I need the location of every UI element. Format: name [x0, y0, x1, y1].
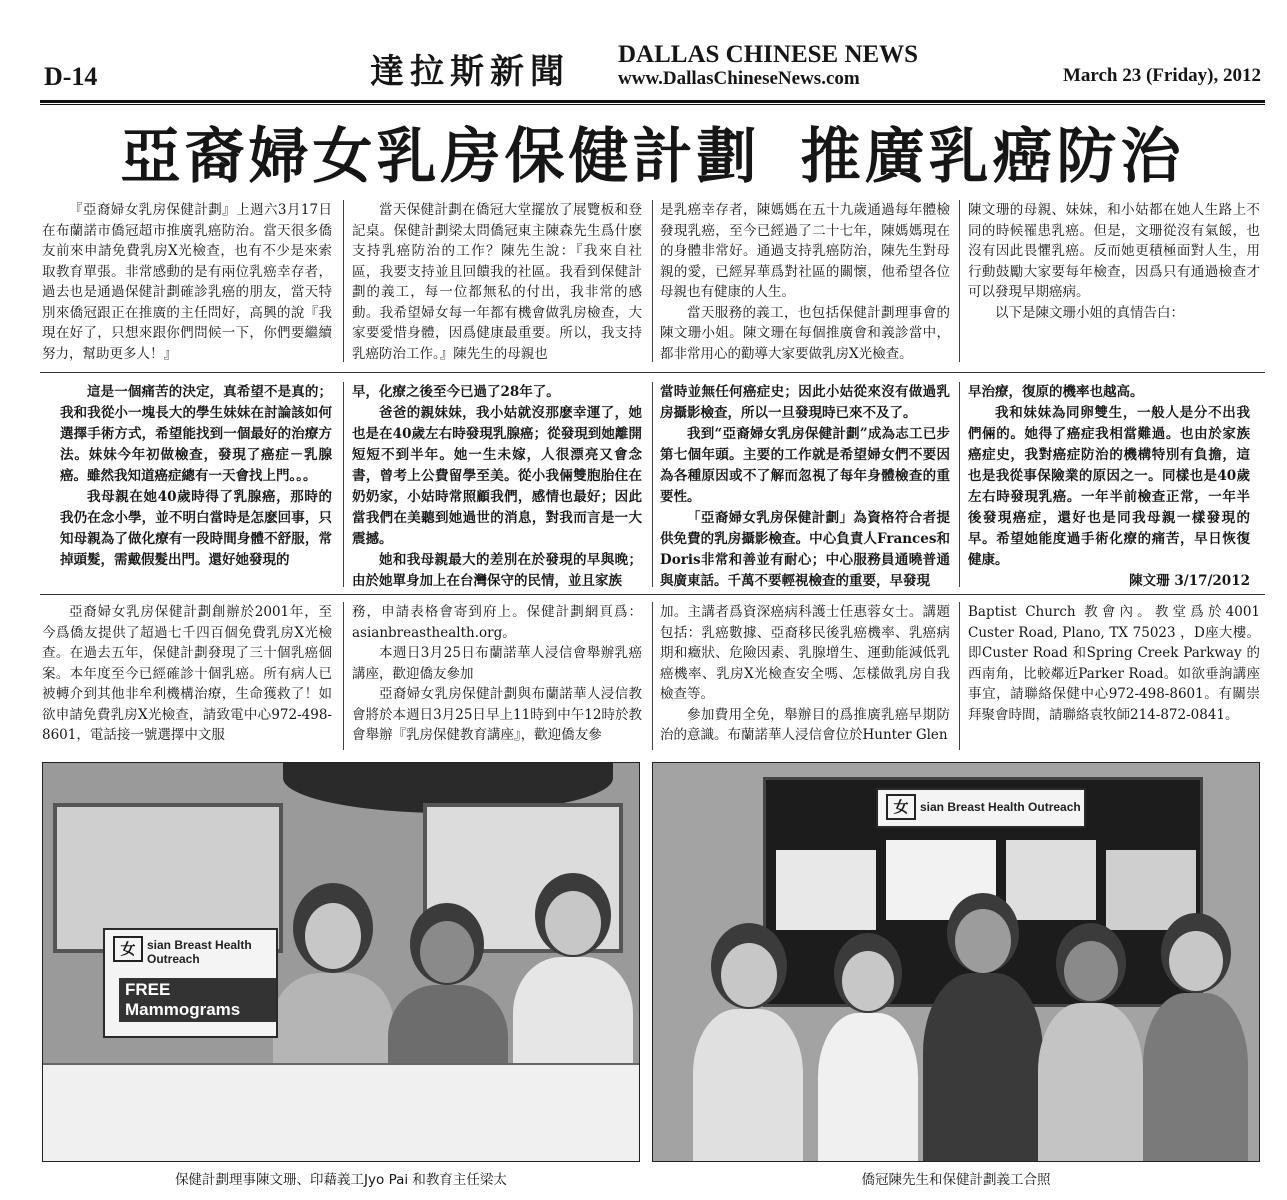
column-divider	[959, 602, 960, 750]
column-divider	[343, 200, 344, 362]
article-paragraph: 陳文珊的母親、妹妹，和小姑都在她人生路上不同的時候罹患乳癌。但是，文珊從沒有氣餒，也沒有因此畏懼乳癌。反而她更積極面對人生，用行動鼓勵大家要每年檢查，因爲只有通過檢查才可以發現早期癌病。	[968, 202, 1260, 300]
outreach-banner	[876, 788, 1086, 828]
article-bottom-col-3	[660, 602, 950, 752]
column-divider	[959, 382, 960, 587]
letter-paragraph: 早治療，復原的機率也越高。	[968, 384, 1144, 400]
article-top-col-1	[42, 200, 332, 365]
article-paragraph: 是乳癌幸存者，陳媽媽在五十九歲通過每年體檢發現乳癌，至今已經過了二十七年，陳媽媽現在的身體非常好。通過支持乳癌防治，陳先生對母親的愛，已經昇華爲對社區的關懷，他希望各位母親也有健康的人生。	[660, 202, 950, 300]
outreach-logo-icon: 女	[113, 936, 143, 962]
poster-panel	[776, 850, 876, 930]
photo-left-caption: 保健計劃理事陳文珊、印藉義工Jyo Pai 和教育主任梁太	[175, 1172, 507, 1188]
article-subheading: 本週日3月25日布蘭諾華人浸信會舉辦乳癌講座，歡迎僑友參加	[352, 645, 642, 682]
masthead-rule	[40, 100, 1265, 105]
letter-paragraph: 我到“亞裔婦女乳房保健計劃”成為志工已步第七個年頭。主要的工作就是希望婦女們不要因為各種原因或不了解而忽視了每年身體檢查的重要性。	[660, 426, 950, 505]
letter-col-4	[968, 382, 1250, 590]
letter-paragraph: 這是一個痛苦的決定，真希望不是真的；我和我從小一塊長大的學生妹妹在討論該如何選擇手術方式，希望能找到一個最好的治療方法。妹妹今年初做檢查，發現了癌症－乳腺癌。雖然我知道癌症總有一天會找上門。。。	[60, 384, 332, 484]
masthead	[40, 40, 1265, 102]
letter-top-rule	[40, 372, 1265, 373]
banner-org-name: sian Breast Health Outreach	[920, 800, 1081, 814]
letter-paragraph: 爸爸的親妹妹，我小姑就沒那麽幸運了，她也是在40歲左右時發現乳腺癌；從發現到她離開短短不到半年。她一生未嫁，人很漂亮又會念書，曾考上公費留學至美。從小我倆雙胞胎住在奶奶家，小姑時常照顧我們，感情也最好；因此當我們在美聽到她過世的消息，對我而言是一大震撼。	[352, 405, 642, 547]
person-figure	[818, 933, 918, 1162]
photo-right-caption: 僑冠陳先生和保健計劃義工合照	[861, 1172, 1051, 1188]
headline	[40, 112, 1265, 192]
letter-paragraph: 當時並無任何癌症史；因此小姑從來沒有做過乳房攝影檢查，所以一旦發現時已來不及了。	[660, 384, 950, 421]
person-figure	[693, 923, 803, 1162]
paper-name-chinese: 達拉斯新聞	[370, 52, 570, 92]
article-paragraph: Baptist Church 教會內。教堂爲於4001 Custer Road, Plano, TX 75023 ，D座大樓。即Custer Road 和Spring Creek Parkway 的西南角，比較鄰近Parker Road。如欲垂詢講座事宜，請聯絡保健中心972-498-8601。有關崇拜聚會時間，請聯絡袁牧師214-872-0841。	[968, 604, 1260, 723]
letter-bottom-rule	[40, 594, 1265, 595]
column-divider	[343, 602, 344, 750]
column-divider	[652, 382, 653, 587]
photo-right	[652, 762, 1260, 1162]
sign-free-mammograms: FREE Mammograms	[119, 978, 276, 1022]
column-divider	[652, 200, 653, 362]
article-paragraph: 加。主講者爲資深癌病科護士任惠蓉女士。講題包括：乳癌數據、亞裔移民後乳癌機率、乳癌病期和癥狀、危險因素、乳腺增生、運動能減低乳癌機率、乳房X光檢查安全嗎、怎樣做乳房自我檢查等。	[660, 604, 950, 702]
person-figure	[273, 883, 393, 1083]
article-paragraph: 以下是陳文珊小姐的真情告白：	[995, 304, 1184, 321]
article-top-col-2	[352, 200, 642, 365]
page-number: D-14	[44, 62, 98, 91]
letter-paragraph: 我和妹妹為同卵雙生，一般人是分不出我們倆的。她得了癌症我相當難過。也由於家族癌症史，我對癌症防治的機構特別有負擔，這也是我從事保險業的原因之一。同樣也是40歲左右時發現乳癌。一年半前檢查正常，一年半後發現癌症，還好也是同我母親一樣發現的早。希望她能度過手術化療的痛苦，早日恢復健康。	[968, 405, 1250, 568]
column-divider	[959, 200, 960, 362]
article-paragraph: 『亞裔婦女乳房保健計劃』上週六3月17日在布蘭諾市僑冠超市推廣乳癌防治。當天很多僑友前來申請免費乳房X光檢查，也有不少是來索取教育單張。非常感動的是有兩位乳癌幸存者，過去也是通過保健計劃確診乳癌的朋友，當天特別來僑冠跟正在推廣的主任問好，高興的說『我現在好了，只想來跟你們問候一下，你們要繼續努力，幫助更多人！』	[42, 202, 332, 362]
person-figure	[513, 873, 633, 1093]
article-paragraph: 當天服務的義工，也包括保健計劃理事會的陳文珊小姐。陳文珊在每個推廣會和義診當中，都非常用心的勸導大家要做乳房X光檢查。	[660, 304, 950, 362]
letter-paragraph: 早，化療之後至今已過了28年了。	[352, 384, 560, 400]
article-paragraph: 務，申請表格會寄到府上。保健計劃網頁爲：asianbreasthealth.org。	[352, 604, 642, 641]
article-paragraph: 亞裔婦女乳房保健計劃創辦於2001年，至今爲僑友提供了超過七千四百個免費乳房X光檢查。在過去五年，保健計劃發現了三十個乳癌個案。本年度至今已經確診十個乳癌。所有病人已被轉介到其他非牟利機構治療，生命獲救了！如欲申請免費乳房X光檢查，請致電中心972-498-8601，電話接一號選擇中文服	[42, 604, 332, 743]
article-paragraph: 當天保健計劃在僑冠大堂擺放了展覽板和登記桌。保健計劃梁太問僑冠東主陳森先生爲什麽支持乳癌防治的工作？陳先生說：『我來自社區，我要支持並且回饋我的社區。我看到保健計劃的義工，每一位都無私的付出，我非常的感動。我希望婦女每一年都有機會做乳房檢查，大家要愛惜身體，因爲健康最重要。所以，我支持乳癌防治工作。』陳先生的母親也	[352, 202, 642, 362]
issue-date: March 23 (Friday), 2012	[1062, 65, 1261, 86]
photo-left	[42, 762, 640, 1162]
letter-paragraph: 她和我母親最大的差別在於發現的早與晚；由於她單身加上在台灣保守的民情，並且家族	[352, 552, 642, 589]
letter-paragraph: 我母親在她40歲時得了乳腺癌，那時的我仍在念小學，並不明白當時是怎麽回事，只知母親為了做化療有一段時間身體不舒服，常掉頭髮，需戴假髮出門。還好她發現的	[60, 489, 332, 568]
article-paragraph: 參加費用全免，舉辦目的爲推廣乳癌早期防治的意識。布蘭諾華人浸信會位於Hunter Glen	[660, 706, 950, 743]
column-divider	[343, 382, 344, 587]
outreach-sign	[103, 928, 278, 1038]
paper-name-english: DALLAS CHINESE NEWS	[618, 41, 919, 68]
letter-paragraph: 「亞裔婦女乳房保健計劃」為資格符合者提供免費的乳房攝影檢查。中心負責人Frances和Doris非常和善並有耐心；中心服務員通曉普通與廣東話。千萬不要輕視檢查的重要，早發現	[660, 510, 950, 589]
person-figure	[923, 893, 1043, 1162]
article-paragraph: 亞裔婦女乳房保健計劃與布蘭諾華人浸信教會將於本週日3月25日早上11時到中午12時於教會舉辦『乳房保健教育講座』，歡迎僑友參	[352, 686, 642, 743]
article-bottom-col-2	[352, 602, 642, 752]
person-figure	[1143, 913, 1248, 1162]
outreach-logo-icon: 女	[886, 794, 916, 820]
person-figure	[1038, 923, 1143, 1162]
letter-col-3	[660, 382, 950, 590]
paper-url: www.DallasChineseNews.com	[618, 68, 860, 89]
column-divider	[652, 602, 653, 750]
letter-col-2	[352, 382, 642, 590]
article-bottom-col-1	[42, 602, 332, 752]
headline-main: 亞裔婦女乳房保健計劃	[120, 122, 761, 192]
article-top-col-3	[660, 200, 950, 365]
letter-signature: 陳文珊 3/17/2012	[1129, 573, 1250, 589]
article-top-col-4	[968, 200, 1260, 365]
headline-sub: 推廣乳癌防治	[800, 122, 1185, 192]
letter-col-1	[60, 382, 332, 590]
table-shape	[43, 1063, 640, 1162]
article-bottom-col-4	[968, 602, 1260, 752]
sign-org-name: sian Breast Health Outreach	[147, 938, 252, 966]
